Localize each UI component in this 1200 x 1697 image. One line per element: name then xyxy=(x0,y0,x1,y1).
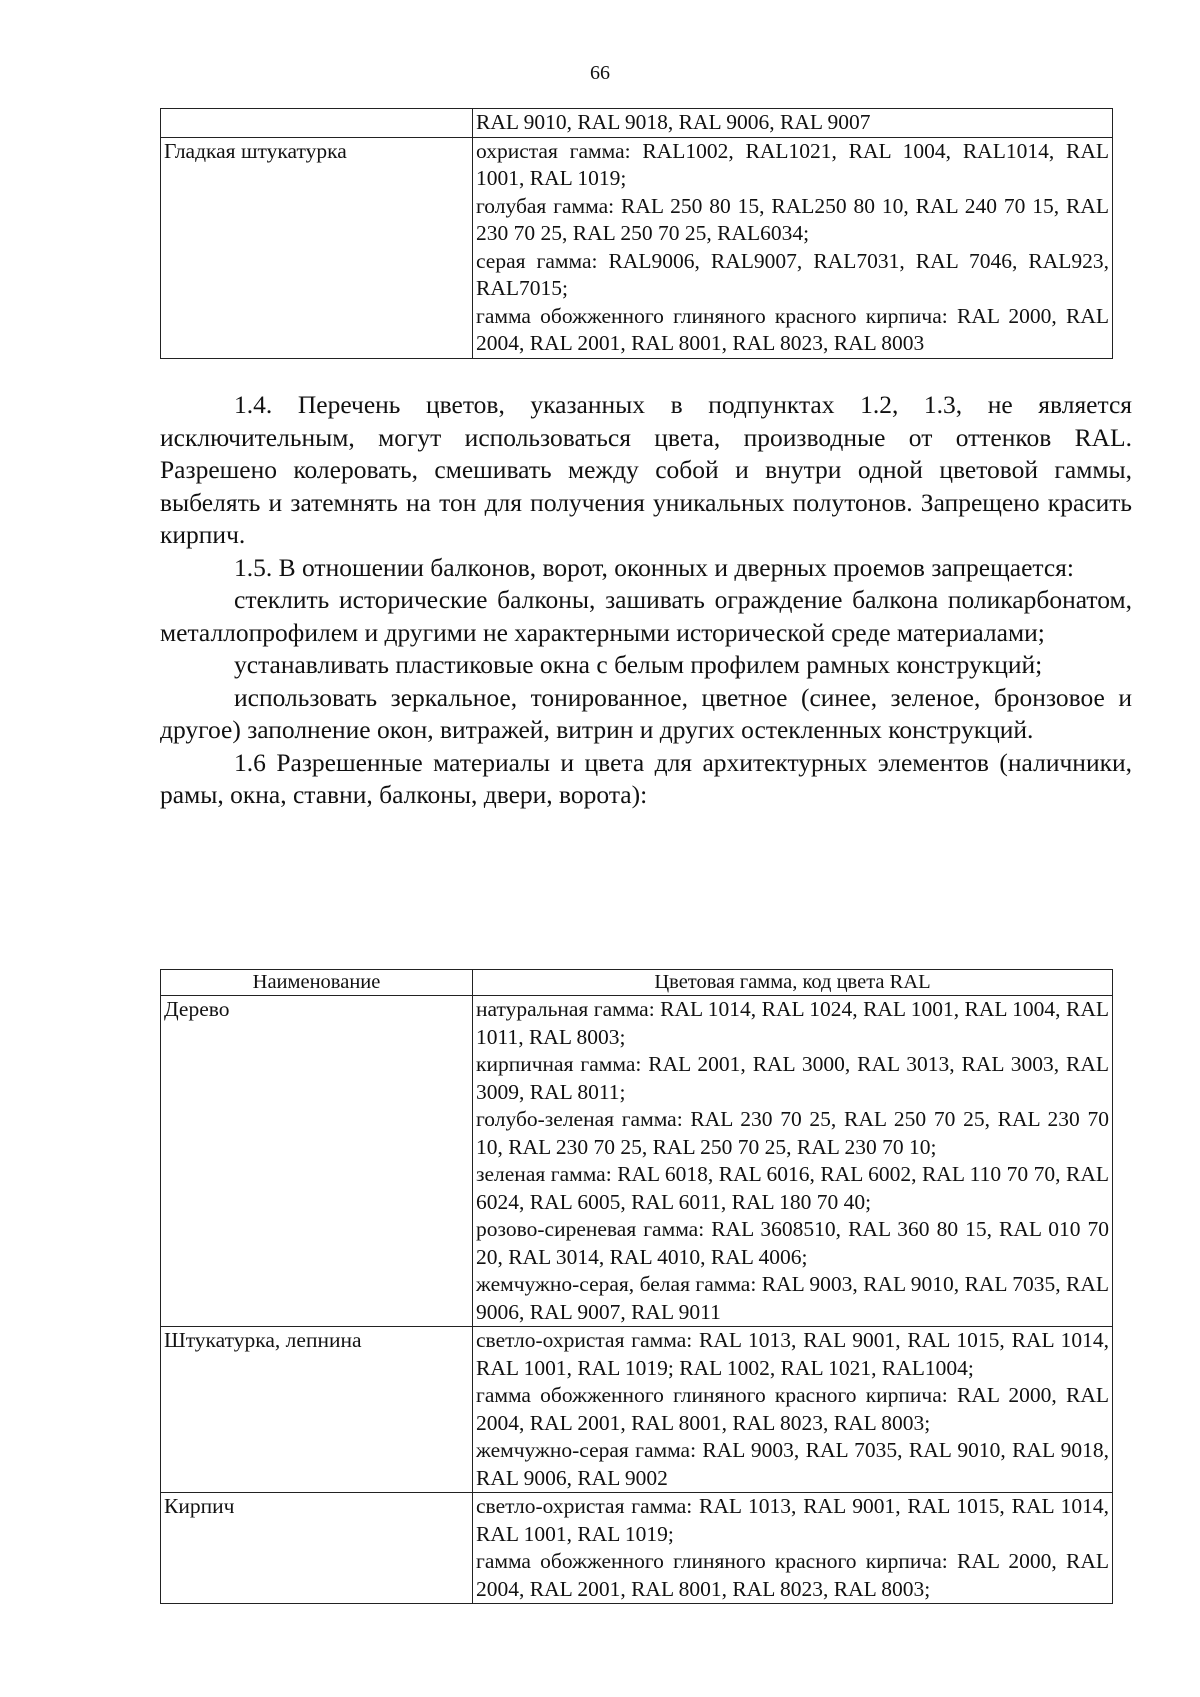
materials-colors-table xyxy=(160,969,1113,1604)
table-row xyxy=(161,137,1113,358)
color-line: RAL 9010, RAL 9018, RAL 9006, RAL 9007 xyxy=(476,110,871,134)
color-codes-cell xyxy=(473,137,1113,358)
table-header-row xyxy=(161,970,1113,996)
material-name-cell: Гладкая штукатурка xyxy=(161,137,473,358)
column-header-colors: Цветовая гамма, код цвета RAL xyxy=(473,970,1113,996)
prohibition-item: использовать зеркальное, тонированное, цветное (синее, зеленое, бронзовое и другое) заполнение окон, витражей, витрин и других остекленных конструкций. xyxy=(160,682,1132,744)
color-line: голубо-зеленая гамма: RAL 230 70 25, RAL 250 70 25, RAL 230 70 10, RAL 230 70 25, RAL 250 70 25, RAL 230 70 10; xyxy=(476,1107,1109,1159)
color-line: голубая гамма: RAL 250 80 15, RAL250 80 10, RAL 240 70 15, RAL 230 70 25, RAL 250 70 25, RAL6034; xyxy=(476,193,1109,245)
color-line: гамма обожженного глиняного красного кирпича: RAL 2000, RAL 2004, RAL 2001, RAL 8001, RAL 8023, RAL 8003; xyxy=(476,1549,1109,1601)
color-line: светло-охристая гамма: RAL 1013, RAL 9001, RAL 1015, RAL 1014, RAL 1001, RAL 1019; RAL 1002, RAL 1021, RAL1004; xyxy=(476,1328,1109,1380)
column-header-name: Наименование xyxy=(161,970,473,996)
color-line: натуральная гамма: RAL 1014, RAL 1024, RAL 1001, RAL 1004, RAL 1011, RAL 8003; xyxy=(476,997,1109,1049)
paragraph-1-5: 1.5. В отношении балконов, ворот, оконных и дверных проемов запрещается: xyxy=(234,552,1074,582)
body-text xyxy=(160,389,1132,812)
paragraph-1-6: 1.6 Разрешенные материалы и цвета для архитектурных элементов (наличники, рамы, окна, ставни, балконы, двери, ворота): xyxy=(160,747,1132,809)
table-row xyxy=(161,1493,1113,1604)
color-line: розово-сиреневая гамма: RAL 3608510, RAL 360 80 15, RAL 010 70 20, RAL 3014, RAL 4010, RAL 4006; xyxy=(476,1217,1109,1269)
colors-table-continued xyxy=(160,108,1113,359)
color-line: зеленая гамма: RAL 6018, RAL 6016, RAL 6002, RAL 110 70 70, RAL 6024, RAL 6005, RAL 6011, RAL 180 70 40; xyxy=(476,1162,1109,1214)
color-line: гамма обожженного глиняного красного кирпича: RAL 2000, RAL 2004, RAL 2001, RAL 8001, RAL 8023, RAL 8003 xyxy=(476,303,1109,355)
table-row xyxy=(161,996,1113,1327)
color-line: гамма обожженного глиняного красного кирпича: RAL 2000, RAL 2004, RAL 2001, RAL 8001, RAL 8023, RAL 8003; xyxy=(476,1383,1109,1435)
material-name-cell xyxy=(161,109,473,138)
material-name-cell: Дерево xyxy=(161,996,473,1327)
paragraph-1-4: 1.4. Перечень цветов, указанных в подпунктах 1.2, 1.3, не является исключительным, могут использоваться цвета, производные от оттенков RAL. Разрешено колеровать, смешивать между собой и внутри одной цветовой гаммы, выбелять и затемнять на тон для получения уникальных полутонов. Запрещено красить кирпич. xyxy=(160,390,1132,549)
color-line: кирпичная гамма: RAL 2001, RAL 3000, RAL 3013, RAL 3003, RAL 3009, RAL 8011; xyxy=(476,1052,1109,1104)
color-codes-cell xyxy=(473,1493,1113,1604)
prohibition-item: стеклить исторические балконы, зашивать ограждение балкона поликарбонатом, металлопрофилем и другими не характерными исторической среде материалами; xyxy=(160,585,1132,647)
material-name-cell: Кирпич xyxy=(161,1493,473,1604)
color-line: жемчужно-серая, белая гамма: RAL 9003, RAL 9010, RAL 7035, RAL 9006, RAL 9007, RAL 9011 xyxy=(476,1272,1109,1324)
table-row xyxy=(161,109,1113,138)
table-row xyxy=(161,1327,1113,1493)
color-codes-cell xyxy=(473,996,1113,1327)
color-line: охристая гамма: RAL1002, RAL1021, RAL 1004, RAL1014, RAL 1001, RAL 1019; xyxy=(476,138,1109,190)
color-line: жемчужно-серая гамма: RAL 9003, RAL 7035, RAL 9010, RAL 9018, RAL 9006, RAL 9002 xyxy=(476,1438,1109,1490)
color-codes-cell xyxy=(473,1327,1113,1493)
color-codes-cell xyxy=(473,109,1113,138)
color-line: серая гамма: RAL9006, RAL9007, RAL7031, RAL 7046, RAL923, RAL7015; xyxy=(476,248,1109,300)
prohibition-item: устанавливать пластиковые окна с белым профилем рамных конструкций; xyxy=(234,650,1043,679)
material-name-cell: Штукатурка, лепнина xyxy=(161,1327,473,1493)
color-line: светло-охристая гамма: RAL 1013, RAL 9001, RAL 1015, RAL 1014, RAL 1001, RAL 1019; xyxy=(476,1494,1109,1546)
page-number: 66 xyxy=(590,62,610,84)
